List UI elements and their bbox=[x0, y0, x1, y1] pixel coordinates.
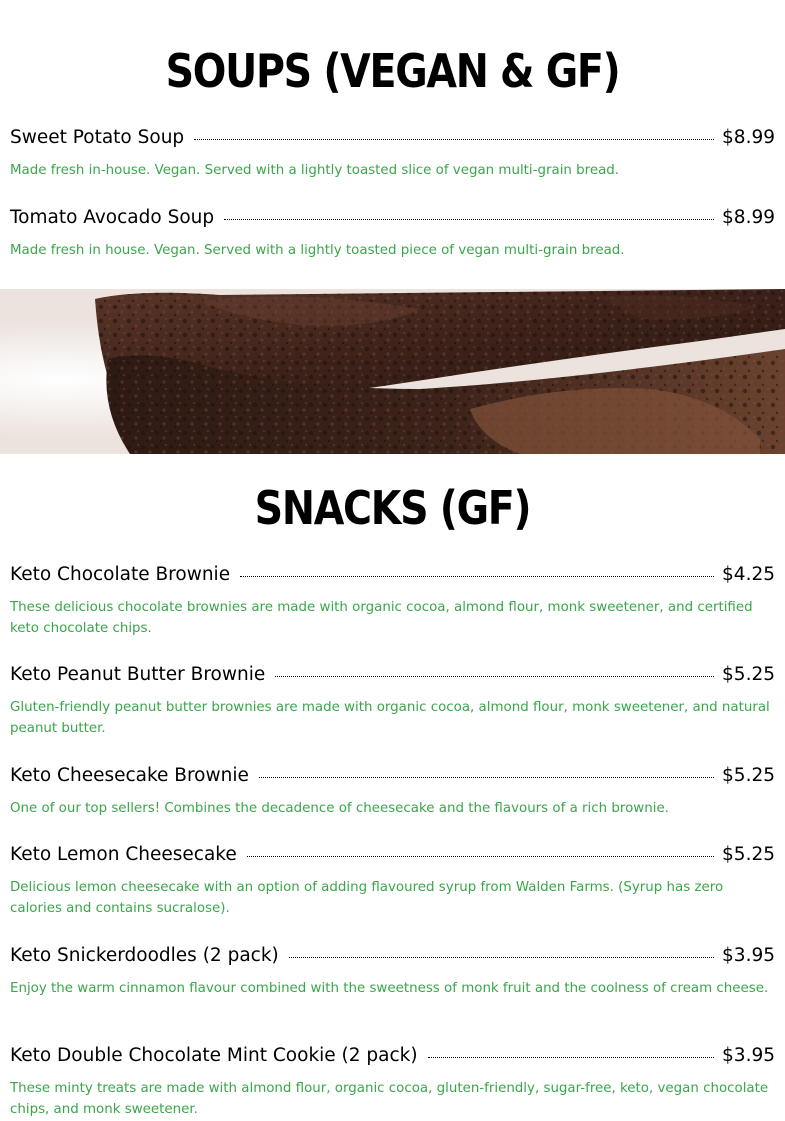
menu-item-price: $3.95 bbox=[722, 944, 775, 966]
menu-item-keto-lemon-cheesecake bbox=[10, 841, 775, 919]
menu-item-price: $3.95 bbox=[722, 1044, 775, 1066]
menu-item-name: Keto Peanut Butter Brownie bbox=[10, 663, 266, 685]
menu-item-keto-cheesecake-brownie bbox=[10, 762, 775, 819]
menu-item-price: $5.25 bbox=[722, 663, 775, 685]
menu-item-keto-chocolate-brownie bbox=[10, 561, 775, 639]
menu-item-name: Keto Lemon Cheesecake bbox=[10, 843, 237, 865]
menu-item-name: Keto Cheesecake Brownie bbox=[10, 764, 249, 786]
menu-item-price: $4.25 bbox=[722, 563, 775, 585]
menu-item-keto-peanut-butter-brownie bbox=[10, 661, 775, 739]
menu-item-tomato-avocado-soup bbox=[10, 204, 775, 261]
menu-item-keto-snickerdoodles bbox=[10, 942, 775, 999]
menu-item-name: Keto Snickerdoodles (2 pack) bbox=[10, 944, 279, 966]
dotted-leader bbox=[259, 777, 714, 778]
menu-item-price: $5.25 bbox=[722, 764, 775, 786]
menu-item-description: Made fresh in house. Vegan. Served with a lightly toasted piece of vegan multi-grain bread. bbox=[10, 243, 625, 258]
menu-item-description: These delicious chocolate brownies are made with organic cocoa, almond flour, monk sweetener, and certified keto chocolate chips. bbox=[10, 600, 753, 636]
menu-item-description: Enjoy the warm cinnamon flavour combined with the sweetness of monk fruit and the coolness of cream cheese. bbox=[10, 981, 769, 996]
menu-item-price: $8.99 bbox=[722, 206, 775, 228]
menu-item-name: Keto Chocolate Brownie bbox=[10, 563, 231, 585]
dotted-leader bbox=[224, 219, 714, 220]
snacks-section-title: SNACKS (GF) bbox=[254, 481, 531, 535]
menu-item-price: $5.25 bbox=[722, 843, 775, 865]
dotted-leader bbox=[275, 676, 714, 677]
menu-item-name: Keto Double Chocolate Mint Cookie (2 pack) bbox=[10, 1044, 418, 1066]
brownie-photo bbox=[0, 289, 785, 454]
dotted-leader bbox=[240, 576, 714, 577]
soups-section-title: SOUPS (VEGAN & GF) bbox=[165, 44, 620, 98]
menu-item-price: $8.99 bbox=[722, 126, 775, 148]
menu-item-description: These minty treats are made with almond flour, organic cocoa, gluten-friendly, sugar-free, keto, vegan chocolate chips, and monk sweetener. bbox=[10, 1081, 769, 1117]
dotted-leader bbox=[289, 957, 714, 958]
brownie-photo-icon bbox=[0, 289, 785, 454]
dotted-leader bbox=[428, 1057, 714, 1058]
dotted-leader bbox=[194, 139, 714, 140]
menu-item-name: Tomato Avocado Soup bbox=[10, 206, 215, 228]
menu-item-sweet-potato-soup bbox=[10, 124, 775, 181]
dotted-leader bbox=[247, 856, 714, 857]
menu-item-description: Gluten-friendly peanut butter brownies are made with organic cocoa, almond flour, monk sweetener, and natural peanut butter. bbox=[10, 700, 770, 736]
menu-item-keto-double-chocolate-mint-cookie bbox=[10, 1042, 775, 1120]
menu-item-description: Made fresh in-house. Vegan. Served with a lightly toasted slice of vegan multi-grain bread. bbox=[10, 163, 620, 178]
menu-item-description: Delicious lemon cheesecake with an option of adding flavoured syrup from Walden Farms. (Syrup has zero calories and contains sucralose). bbox=[10, 880, 724, 916]
menu-item-name: Sweet Potato Soup bbox=[10, 126, 185, 148]
menu-item-description: One of our top sellers! Combines the decadence of cheesecake and the flavours of a rich brownie. bbox=[10, 801, 669, 816]
